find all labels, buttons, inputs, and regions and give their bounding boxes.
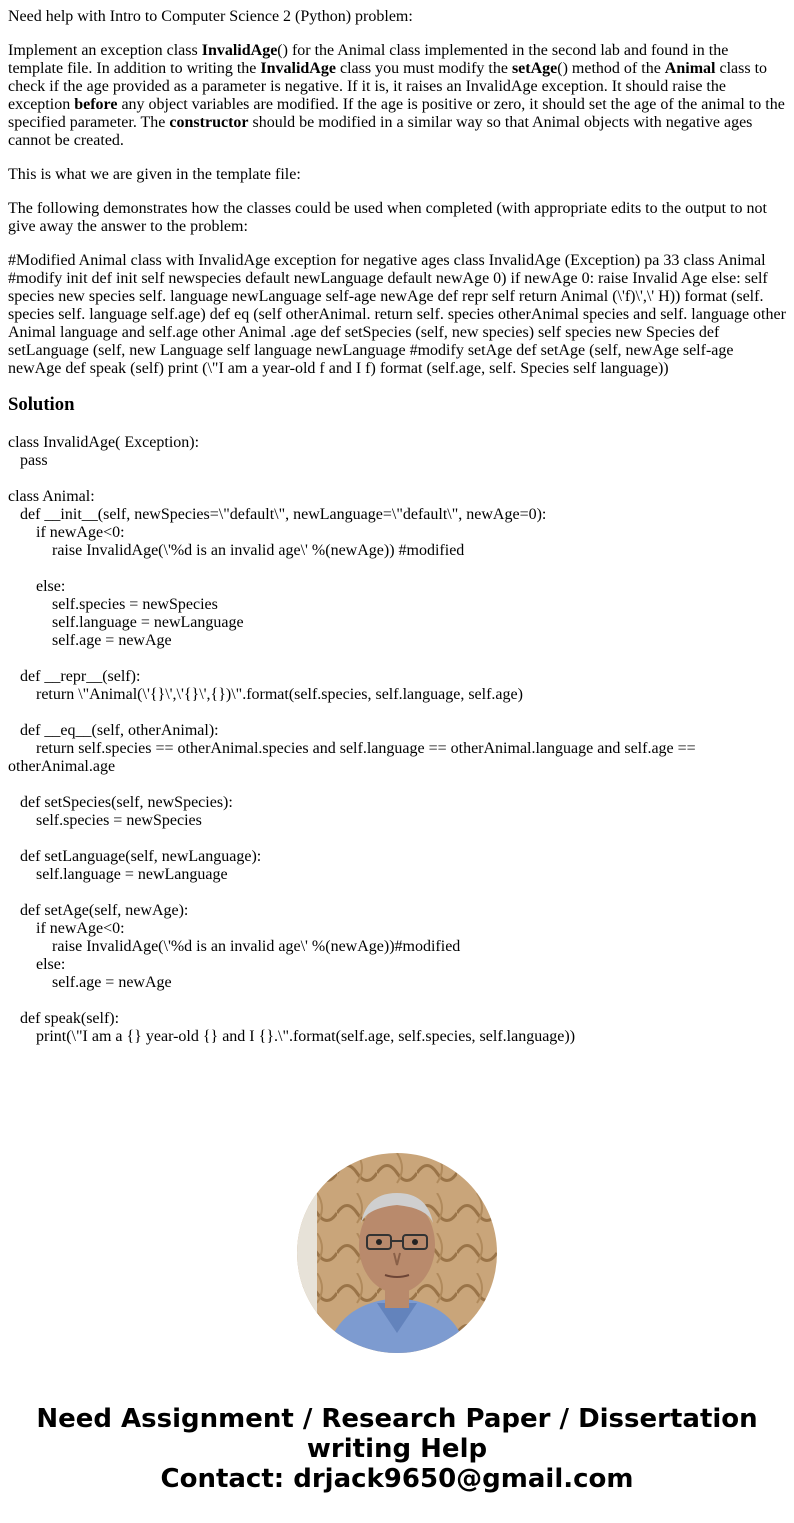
text-segment: class to check if the age provided as a parameter is negative. If it is, it raises an InvalidAge exception. It should raise the exception [8,60,768,113]
footer-contact: Contact: drjack9650@gmail.com [160,1464,634,1494]
question-intro: Need help with Intro to Computer Science 2 (Python) problem: [8,8,413,25]
footer-line-2: writing Help [306,1434,488,1464]
footer-banner [0,1404,794,1494]
bold-term: constructor [169,114,249,131]
question-paragraph-3: The following demonstrates how the classes could be used when completed (with appropriate edits to the output to not give away the answer to the problem: [8,200,767,235]
text-segment: should be modified in a similar way so that Animal objects with negative ages cannot be created. [8,114,753,149]
solution-heading: Solution [8,394,75,415]
text-segment: () for the Animal class implemented in the second lab and found in the template file. In addition to writing the [8,42,729,77]
bold-term: setAge [511,60,558,77]
question-paragraph-1 [8,42,786,150]
text-segment: () method of the [557,60,665,77]
solution-code: class InvalidAge( Exception): pass class Animal: def __init__(self, newSpecies=\"default\", newLanguage=\"default\", newAge=0): if newAge<0: raise InvalidAge(\'%d is an invalid age\' %(newAge)) #modified else: self.species = newSpecies self.language = newLanguage self.age = newAge def __repr__(self): return \"Animal(\'{}\',\'{}\',{})\".format(self.species, self.language, self.age) def __eq__(self, otherAnimal): return self.species == otherAnimal.species and self.language == otherAnimal.language and self.age == otherAnimal.age def setSpecies(self, newSpecies): self.species = newSpecies def setLanguage(self, newLanguage): self.language = newLanguage def setAge(self, newAge): if newAge<0: raise InvalidAge(\'%d is an invalid age\' %(newAge))#modified else: self.age = newAge def speak(self): print(\"I am a {} year-old {} and I {}.\".format(self.age, self.species, self.language)) [8,434,696,1045]
bold-term: Animal [664,60,716,77]
question-paragraph-2: This is what we are given in the template file: [8,166,301,183]
question-paragraph-4: #Modified Animal class with InvalidAge exception for negative ages class InvalidAge (Exception) pa 33 class Animal #modify init def init self newspecies default newLanguage default newAge 0) if newAge 0: raise Invalid Age else: self species new species self. language newLanguage self-age newAge def repr self return Animal (\'f)\',\' H)) format (self. species self. language self.age) def eq (self otherAnimal. return self. species otherAnimal species and self. language other Animal language and self.age other Animal .age def setSpecies (self, new species) self species new Species def setLanguage (self, new Language self language newLanguage #modify setAge def setAge (self, newAge self-age newAge def speak (self) print (\"I am a year-old f and I f) format (self.age, self. Species self language)) [8,252,786,377]
text-segment: any object variables are modified. If the age is positive or zero, it should set the age of the animal to the specified parameter. The [8,96,785,131]
text-segment: class you must modify the [335,60,512,77]
author-avatar [297,1153,497,1353]
bold-term: InvalidAge [260,60,336,77]
footer-line-1: Need Assignment / Research Paper / Dissertation [36,1404,758,1434]
author-photo-icon [297,1153,497,1353]
bold-term: InvalidAge [201,42,278,59]
text-segment: Implement an exception class [8,42,202,59]
bold-term: before [74,96,118,113]
